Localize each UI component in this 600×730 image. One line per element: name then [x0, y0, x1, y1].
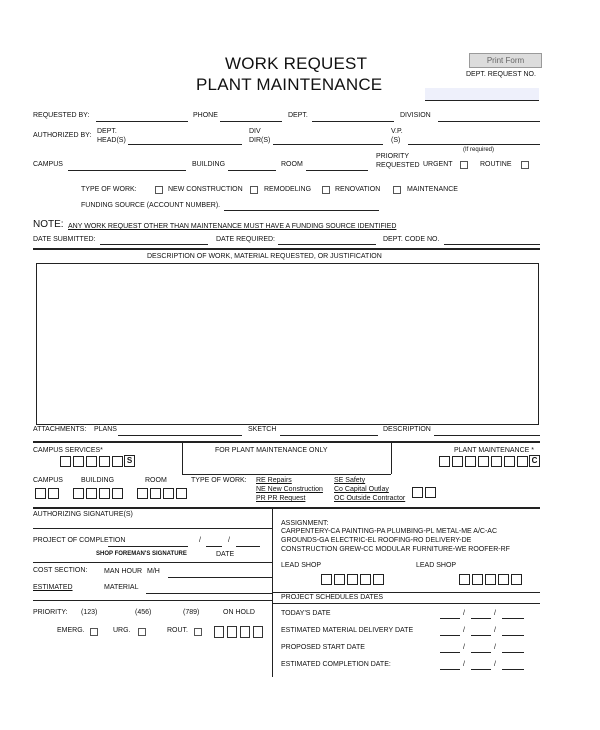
room-field[interactable] — [306, 170, 368, 171]
dept-head-label-2: HEAD(S) — [97, 137, 126, 144]
delivery-date-slash-2: / — [494, 627, 496, 634]
priority-789-label: (789) — [183, 609, 200, 616]
estimated-completion-date-label: ESTIMATED COMPLETION DATE: — [281, 661, 391, 668]
section-divider — [33, 248, 540, 250]
cost-section-label: COST SECTION: — [33, 567, 88, 574]
delivery-date-day[interactable] — [471, 635, 491, 636]
plant-maintenance-box-4[interactable] — [478, 456, 489, 467]
authorized-by-label: AUTHORIZED BY: — [33, 132, 92, 139]
assignment-line-3: CONSTRUCTION GREW-CC MODULAR FURNITURE-WE ROOFER-RF — [281, 546, 510, 553]
oc-outside-contractor-label: OC Outside Contractor — [334, 495, 406, 502]
attachments-label: ATTACHMENTS: — [33, 426, 87, 433]
completion-date-slash-1: / — [463, 661, 465, 668]
authorizing-signature-label: AUTHORIZING SIGNATURE(S) — [33, 511, 133, 518]
assignment-line-1: CARPENTERY-CA PAINTING-PA PLUMBING-PL METAL-ME A/C-AC — [281, 528, 498, 535]
for-plant-maintenance-only-label: FOR PLANT MAINTENANCE ONLY — [215, 447, 328, 454]
dept-request-no-label: DEPT. REQUEST NO. — [466, 71, 536, 78]
on-hold-box-1[interactable] — [214, 626, 224, 638]
plans-field[interactable] — [118, 435, 242, 436]
new-construction-label: NEW CONSTRUCTION — [168, 186, 243, 193]
routine-label: ROUTINE — [480, 161, 512, 168]
ne-new-construction-label: NE New Construction — [256, 486, 323, 493]
priority-requested-label-1: PRIORITY — [376, 153, 410, 160]
maint-divider-right — [391, 441, 392, 474]
campus-field[interactable] — [68, 170, 186, 171]
campus-services-box-3[interactable] — [86, 456, 97, 467]
urg-label: URG. — [113, 627, 131, 634]
vp-field[interactable] — [408, 144, 540, 145]
estimated-material-delivery-label: ESTIMATED MATERIAL DELIVERY DATE — [281, 627, 414, 634]
requested-by-field[interactable] — [96, 121, 188, 122]
building-field[interactable] — [228, 170, 276, 171]
if-required-note: (If required) — [463, 147, 495, 153]
maint-mid-line — [182, 474, 391, 475]
campus-label: CAMPUS — [33, 161, 63, 168]
maintenance-divider — [33, 441, 540, 443]
sketch-field[interactable] — [280, 435, 378, 436]
completion-date-month[interactable] — [440, 669, 460, 670]
new-construction-checkbox[interactable] — [155, 186, 163, 194]
dept-code-no-label: DEPT. CODE NO. — [383, 236, 440, 243]
lead-shop-2-box-5[interactable] — [511, 574, 522, 585]
type-of-work-label: TYPE OF WORK: — [81, 186, 137, 193]
maint-campus-label: CAMPUS — [33, 477, 63, 484]
building-label: BUILDING — [192, 161, 226, 168]
plant-maintenance-box-5[interactable] — [491, 456, 502, 467]
dept-head-label-1: DEPT. — [97, 128, 117, 135]
campus-services-code-s: S — [124, 455, 135, 467]
room-label: ROOM — [281, 161, 303, 168]
se-safety-label: SE Safety — [334, 477, 366, 484]
urgent-checkbox[interactable] — [460, 161, 468, 169]
date-submitted-field[interactable] — [100, 244, 208, 245]
dept-field[interactable] — [312, 121, 394, 122]
lead-shop-2-box-1[interactable] — [459, 574, 470, 585]
print-form-button[interactable]: Print Form — [469, 53, 542, 68]
description-field[interactable] — [434, 435, 540, 436]
maint-campus-box-1[interactable] — [35, 488, 46, 499]
campus-services-box-1[interactable] — [60, 456, 71, 467]
plant-maintenance-box-3[interactable] — [465, 456, 476, 467]
description-header: DESCRIPTION OF WORK, MATERIAL REQUESTED, OR JUSTIFICATION — [147, 253, 382, 260]
plant-maintenance-code-c: C — [529, 455, 540, 467]
man-hour-field[interactable] — [168, 577, 272, 578]
date-required-label: DATE REQUIRED: — [216, 236, 275, 243]
dept-request-no-field[interactable] — [425, 88, 539, 100]
remodeling-checkbox[interactable] — [250, 186, 258, 194]
plans-label: PLANS — [94, 426, 117, 433]
completion-day-field[interactable] — [206, 546, 222, 547]
todays-date-slash-2: / — [494, 610, 496, 617]
dept-code-no-field[interactable] — [444, 244, 540, 245]
date-required-field[interactable] — [278, 244, 376, 245]
renovation-label: RENOVATION — [335, 186, 381, 193]
assignment-label: ASSIGNMENT: — [281, 520, 329, 527]
priority-456-label: (456) — [135, 609, 152, 616]
maint-room-box-2[interactable] — [150, 488, 161, 499]
maint-building-box-1[interactable] — [73, 488, 84, 499]
maint-campus-box-2[interactable] — [48, 488, 59, 499]
material-label: MATERIAL — [104, 584, 139, 591]
start-date-year[interactable] — [502, 652, 524, 653]
rout-label: ROUT. — [167, 627, 188, 634]
project-of-completion-label: PROJECT OF COMPLETION — [33, 537, 126, 544]
lead-shop-1-box-5[interactable] — [373, 574, 384, 585]
lead-shop-1-box-1[interactable] — [321, 574, 332, 585]
remodeling-label: REMODELING — [264, 186, 312, 193]
requested-by-label: REQUESTED BY: — [33, 112, 90, 119]
assignment-divider — [33, 507, 540, 509]
sketch-label: SKETCH — [248, 426, 277, 433]
completion-slash-1: / — [199, 537, 201, 544]
todays-date-month[interactable] — [440, 618, 460, 619]
priority-requested-label-2: REQUESTED — [376, 162, 420, 169]
man-hour-label: MAN HOUR — [104, 568, 143, 575]
on-hold-box-3[interactable] — [240, 626, 250, 638]
completion-date-year[interactable] — [502, 669, 524, 670]
pr-pr-request-label: PR PR Request — [256, 495, 306, 502]
delivery-date-month[interactable] — [440, 635, 460, 636]
description-textarea[interactable] — [36, 263, 539, 425]
lead-shop-1-box-3[interactable] — [347, 574, 358, 585]
form-title-line2: PLANT MAINTENANCE — [196, 75, 383, 94]
todays-date-year[interactable] — [502, 618, 524, 619]
project-of-completion-field[interactable] — [108, 546, 188, 547]
todays-date-label: TODAY'S DATE — [281, 610, 331, 617]
vp-label-1: V.P. — [391, 128, 403, 135]
maintenance-checkbox[interactable] — [393, 186, 401, 194]
lead-shop-2-box-3[interactable] — [485, 574, 496, 585]
re-repairs-label: RE Repairs — [256, 477, 292, 484]
maintenance-label: MAINTENANCE — [407, 186, 458, 193]
maint-building-label: BUILDING — [81, 477, 115, 484]
schedules-bottom-line — [272, 603, 540, 604]
lead-shop-2-box-2[interactable] — [472, 574, 483, 585]
emerg-checkbox[interactable] — [90, 628, 98, 636]
maint-building-box-3[interactable] — [99, 488, 110, 499]
maint-building-box-4[interactable] — [112, 488, 123, 499]
campus-services-label: CAMPUS SERVICES* — [33, 447, 103, 454]
funding-source-label: FUNDING SOURCE (ACCOUNT NUMBER). — [81, 202, 221, 209]
authorizing-signature-field[interactable] — [33, 528, 272, 529]
div-dir-field[interactable] — [273, 144, 383, 145]
delivery-date-year[interactable] — [502, 635, 524, 636]
priority-label: PRIORITY: — [33, 609, 68, 616]
phone-label: PHONE — [193, 112, 218, 119]
project-schedules-label: PROJECT SCHEDULES DATES — [281, 594, 384, 601]
plant-maintenance-label: PLANT MAINTENANCE * — [454, 447, 534, 454]
dept-head-field[interactable] — [128, 144, 242, 145]
maint-room-box-1[interactable] — [137, 488, 148, 499]
urgent-label: URGENT — [423, 161, 453, 168]
emerg-label: EMERG. — [57, 627, 85, 634]
mh-label: M/H — [147, 568, 160, 575]
cost-divider — [33, 562, 272, 563]
note-label: NOTE: — [33, 219, 64, 230]
lead-shop-label-2: LEAD SHOP — [416, 562, 457, 569]
on-hold-box-4[interactable] — [253, 626, 263, 638]
description-label: DESCRIPTION — [383, 426, 431, 433]
lead-shop-label-1: LEAD SHOP — [281, 562, 322, 569]
on-hold-box-2[interactable] — [227, 626, 237, 638]
delivery-date-slash-1: / — [463, 627, 465, 634]
div-dir-label-2: DIR(S) — [249, 137, 271, 144]
plant-maintenance-box-2[interactable] — [452, 456, 463, 467]
phone-field[interactable] — [220, 121, 282, 122]
estimated-label: ESTIMATED — [33, 584, 73, 591]
renovation-checkbox[interactable] — [322, 186, 330, 194]
vp-label-2: (S) — [391, 137, 401, 144]
start-date-slash-2: / — [494, 644, 496, 651]
start-date-slash-1: / — [463, 644, 465, 651]
start-date-month[interactable] — [440, 652, 460, 653]
routine-checkbox[interactable] — [521, 161, 529, 169]
maint-type-of-work-label: TYPE OF WORK: — [191, 477, 247, 484]
maint-divider-left — [182, 441, 183, 474]
plant-maintenance-box-1[interactable] — [439, 456, 450, 467]
rout-checkbox[interactable] — [194, 628, 202, 636]
completion-date-label: DATE — [216, 551, 235, 558]
lead-shop-1-box-2[interactable] — [334, 574, 345, 585]
priority-123-label: (123) — [81, 609, 98, 616]
plant-maintenance-box-6[interactable] — [504, 456, 515, 467]
lead-shop-1-box-4[interactable] — [360, 574, 371, 585]
priority-divider — [33, 600, 272, 601]
date-submitted-label: DATE SUBMITTED: — [33, 236, 96, 243]
assignment-line-2: GROUNDS-GA ELECTRIC-EL ROOFING-RO DELIVERY-DE — [281, 537, 472, 544]
schedules-top-line — [272, 592, 540, 593]
maint-building-box-2[interactable] — [86, 488, 97, 499]
maint-type-box-2[interactable] — [425, 487, 436, 498]
maint-room-label: ROOM — [145, 477, 167, 484]
campus-services-box-4[interactable] — [99, 456, 110, 467]
on-hold-label: ON HOLD — [223, 609, 255, 616]
completion-slash-2: / — [228, 537, 230, 544]
campus-services-box-2[interactable] — [73, 456, 84, 467]
completion-year-field[interactable] — [236, 546, 260, 547]
completion-date-day[interactable] — [471, 669, 491, 670]
material-field[interactable] — [146, 593, 272, 594]
form-title-line1: WORK REQUEST — [225, 54, 368, 73]
division-field[interactable] — [438, 121, 540, 122]
division-label: DIVISION — [400, 112, 431, 119]
div-dir-label-1: DIV — [249, 128, 261, 135]
maint-type-box-1[interactable] — [412, 487, 423, 498]
dept-request-no-line — [425, 100, 539, 101]
proposed-start-date-label: PROPOSED START DATE — [281, 644, 365, 651]
todays-date-slash-1: / — [463, 610, 465, 617]
note-text: ANY WORK REQUEST OTHER THAN MAINTENANCE MUST HAVE A FUNDING SOURCE IDENTIFIED — [68, 223, 397, 230]
todays-date-day[interactable] — [471, 618, 491, 619]
urg-checkbox[interactable] — [138, 628, 146, 636]
shop-foreman-signature-label: SHOP FOREMAN'S SIGNATURE — [96, 551, 187, 557]
lead-shop-2-box-4[interactable] — [498, 574, 509, 585]
completion-date-slash-2: / — [494, 661, 496, 668]
co-capital-outlay-label: Co Capital Outlay — [334, 486, 389, 493]
start-date-day[interactable] — [471, 652, 491, 653]
campus-services-box-5[interactable] — [112, 456, 123, 467]
funding-source-field[interactable] — [224, 210, 379, 211]
maint-room-box-3[interactable] — [163, 488, 174, 499]
maint-room-box-4[interactable] — [176, 488, 187, 499]
plant-maintenance-box-7[interactable] — [517, 456, 528, 467]
dept-label: DEPT. — [288, 112, 308, 119]
